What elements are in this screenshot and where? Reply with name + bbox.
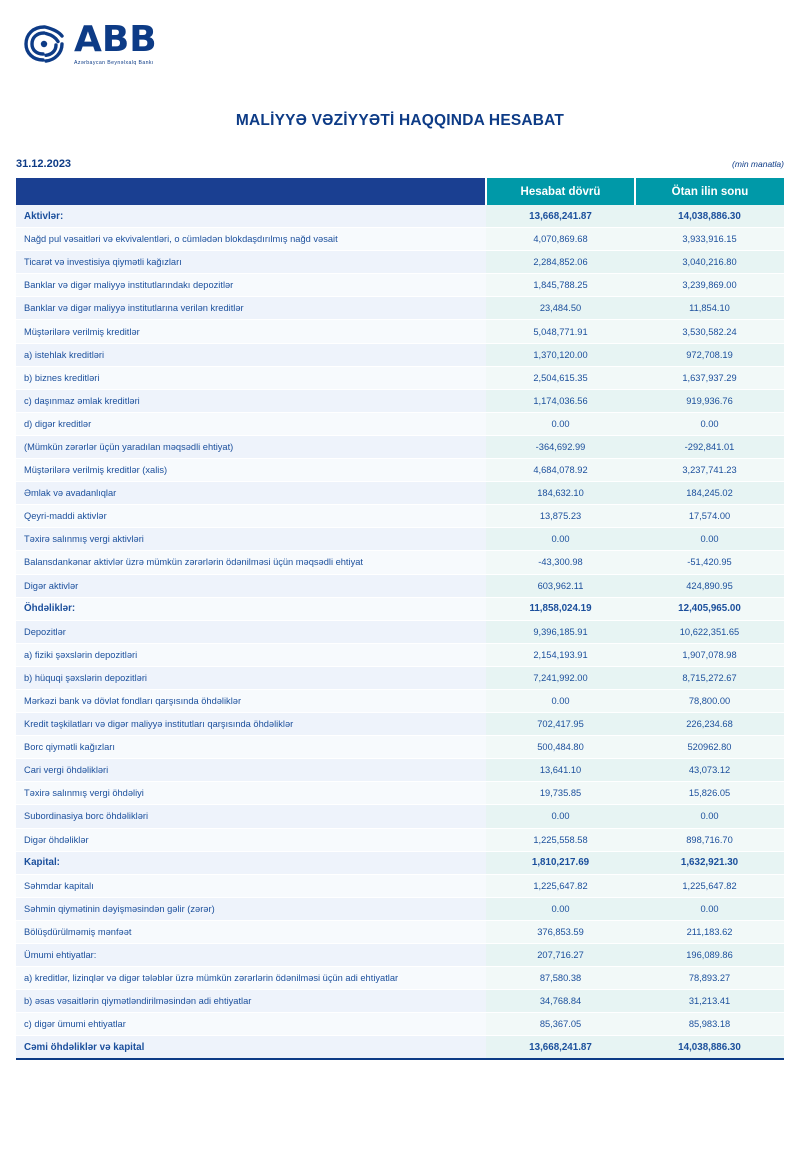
table-row <box>16 574 784 597</box>
row-value-current-period: 0.00 <box>486 897 635 920</box>
table-header-row <box>16 178 784 205</box>
row-value-previous-year-end: 11,854.10 <box>635 297 784 320</box>
report-date: 31.12.2023 <box>16 158 72 170</box>
row-label: c) daşınmaz əmlak kreditləri <box>16 389 486 412</box>
table-row <box>16 851 784 874</box>
row-label: Müştərilərə verilmiş kreditlər <box>16 320 486 343</box>
row-value-previous-year-end: 196,089.86 <box>635 944 784 967</box>
table-row <box>16 435 784 458</box>
table-row <box>16 920 784 943</box>
row-value-current-period: 4,684,078.92 <box>486 459 635 482</box>
row-label: b) biznes kreditləri <box>16 366 486 389</box>
row-label: Kapital: <box>16 851 486 874</box>
table-row <box>16 897 784 920</box>
row-value-current-period: 2,154,193.91 <box>486 643 635 666</box>
table-row <box>16 967 784 990</box>
row-value-previous-year-end: 184,245.02 <box>635 482 784 505</box>
row-label: Digər aktivlər <box>16 574 486 597</box>
row-label: Cari vergi öhdəlikləri <box>16 759 486 782</box>
row-value-current-period: 23,484.50 <box>486 297 635 320</box>
table-row <box>16 828 784 851</box>
row-label: b) əsas vəsaitlərin qiymətləndirilməsindən adi ehtiyatlar <box>16 990 486 1013</box>
row-value-current-period: 0.00 <box>486 805 635 828</box>
row-value-previous-year-end: 520962.80 <box>635 736 784 759</box>
row-value-current-period: 87,580.38 <box>486 967 635 990</box>
row-value-previous-year-end: 3,040,216.80 <box>635 251 784 274</box>
table-row <box>16 297 784 320</box>
row-label: Banklar və digər maliyyə institutlarına verilən kreditlər <box>16 297 486 320</box>
row-value-current-period: 1,174,036.56 <box>486 389 635 412</box>
table-row <box>16 990 784 1013</box>
row-label: Depozitlər <box>16 620 486 643</box>
table-row <box>16 482 784 505</box>
row-value-previous-year-end: 3,933,916.15 <box>635 228 784 251</box>
row-value-previous-year-end: 31,213.41 <box>635 990 784 1013</box>
row-value-previous-year-end: 10,622,351.65 <box>635 620 784 643</box>
table-row <box>16 805 784 828</box>
row-label: Mərkəzi bank və dövlət fondları qarşısında öhdəliklər <box>16 689 486 712</box>
row-value-current-period: 207,716.27 <box>486 944 635 967</box>
row-value-current-period: 603,962.11 <box>486 574 635 597</box>
row-value-previous-year-end: 12,405,965.00 <box>635 597 784 620</box>
row-label: Banklar və digər maliyyə institutlarındakı depozitlər <box>16 274 486 297</box>
row-value-current-period: 5,048,771.91 <box>486 320 635 343</box>
row-label: Əmlak və avadanlıqlar <box>16 482 486 505</box>
row-value-current-period: -43,300.98 <box>486 551 635 574</box>
table-row <box>16 228 784 251</box>
row-value-current-period: 13,668,241.87 <box>486 205 635 228</box>
row-label: Aktivlər: <box>16 205 486 228</box>
row-value-previous-year-end: 15,826.05 <box>635 782 784 805</box>
row-label: Bölüşdürülməmiş mənfəət <box>16 920 486 943</box>
row-label: Ticarət və investisiya qiymətli kağızları <box>16 251 486 274</box>
row-value-current-period: 1,225,647.82 <box>486 874 635 897</box>
row-value-previous-year-end: 0.00 <box>635 805 784 828</box>
row-value-previous-year-end: 78,800.00 <box>635 689 784 712</box>
table-row <box>16 389 784 412</box>
table-row <box>16 251 784 274</box>
row-label: Subordinasiya borc öhdəlikləri <box>16 805 486 828</box>
table-row <box>16 205 784 228</box>
row-label: Balansdankənar aktivlər üzrə mümkün zərərlərin ödənilməsi üçün məqsədli ehtiyat <box>16 551 486 574</box>
row-value-current-period: 19,735.85 <box>486 782 635 805</box>
report-unit-note: (min manatla) <box>732 159 784 169</box>
row-value-current-period: 0.00 <box>486 689 635 712</box>
row-value-previous-year-end: 0.00 <box>635 528 784 551</box>
row-value-current-period: 184,632.10 <box>486 482 635 505</box>
report-meta <box>16 158 784 170</box>
financial-table-wrapper <box>16 178 784 1060</box>
table-row <box>16 412 784 435</box>
row-label: a) fiziki şəxslərin depozitləri <box>16 643 486 666</box>
row-value-previous-year-end: 1,637,937.29 <box>635 366 784 389</box>
table-row <box>16 366 784 389</box>
brand-name: ABB <box>74 18 157 60</box>
row-value-current-period: 1,845,788.25 <box>486 274 635 297</box>
row-label: Qeyri-maddi aktivlər <box>16 505 486 528</box>
row-value-previous-year-end: 3,239,869.00 <box>635 274 784 297</box>
table-row <box>16 505 784 528</box>
table-row <box>16 343 784 366</box>
row-value-previous-year-end: 8,715,272.67 <box>635 666 784 689</box>
table-row <box>16 666 784 689</box>
row-value-current-period: 13,875.23 <box>486 505 635 528</box>
table-row <box>16 736 784 759</box>
row-value-current-period: 500,484.80 <box>486 736 635 759</box>
column-header-previous-year-end: Ötan ilin sonu <box>635 178 784 205</box>
row-value-previous-year-end: 17,574.00 <box>635 505 784 528</box>
table-row <box>16 874 784 897</box>
row-label: Təxirə salınmış vergi öhdəliyi <box>16 782 486 805</box>
row-label: Ümumi ehtiyatlar: <box>16 944 486 967</box>
table-row <box>16 713 784 736</box>
row-value-previous-year-end: 919,936.76 <box>635 389 784 412</box>
row-value-previous-year-end: 0.00 <box>635 897 784 920</box>
row-value-current-period: 9,396,185.91 <box>486 620 635 643</box>
row-value-previous-year-end: 1,225,647.82 <box>635 874 784 897</box>
row-value-previous-year-end: 3,530,582.24 <box>635 320 784 343</box>
row-label: Öhdəliklər: <box>16 597 486 620</box>
row-label: Nağd pul vəsaitləri və ekvivalentləri, o cümlədən blokdaşdırılmış nağd vəsait <box>16 228 486 251</box>
table-row <box>16 1036 784 1060</box>
financial-position-table <box>16 178 784 1060</box>
row-label: c) digər ümumi ehtiyatlar <box>16 1013 486 1036</box>
row-label: (Mümkün zərərlər üçün yaradılan məqsədli ehtiyat) <box>16 435 486 458</box>
row-value-previous-year-end: 972,708.19 <box>635 343 784 366</box>
row-value-current-period: 11,858,024.19 <box>486 597 635 620</box>
table-row <box>16 620 784 643</box>
row-value-previous-year-end: 211,183.62 <box>635 920 784 943</box>
row-value-current-period: 1,370,120.00 <box>486 343 635 366</box>
brand-logo <box>20 16 157 72</box>
row-label: a) istehlak kreditləri <box>16 343 486 366</box>
row-value-previous-year-end: 424,890.95 <box>635 574 784 597</box>
table-row <box>16 759 784 782</box>
table-row <box>16 320 784 343</box>
row-value-current-period: 85,367.05 <box>486 1013 635 1036</box>
table-row <box>16 551 784 574</box>
table-body <box>16 205 784 1059</box>
table-row <box>16 643 784 666</box>
row-value-current-period: 376,853.59 <box>486 920 635 943</box>
table-row <box>16 782 784 805</box>
abb-swirl-logo-icon <box>20 20 68 68</box>
row-value-current-period: 7,241,992.00 <box>486 666 635 689</box>
row-value-previous-year-end: 78,893.27 <box>635 967 784 990</box>
page-title: MALİYYƏ VƏZİYYƏTİ HAQQINDA HESABAT <box>235 112 565 129</box>
table-row <box>16 459 784 482</box>
row-value-current-period: 702,417.95 <box>486 713 635 736</box>
row-value-previous-year-end: 1,632,921.30 <box>635 851 784 874</box>
row-value-current-period: 0.00 <box>486 528 635 551</box>
row-label: Cəmi öhdəliklər və kapital <box>16 1036 486 1060</box>
table-row <box>16 597 784 620</box>
row-value-current-period: -364,692.99 <box>486 435 635 458</box>
row-value-previous-year-end: 1,907,078.98 <box>635 643 784 666</box>
row-label: a) kreditlər, lizinqlər və digər tələblər üzrə mümkün zərərlərin ödənilməsi üçün adi ehtiyatlar <box>16 967 486 990</box>
row-value-current-period: 34,768.84 <box>486 990 635 1013</box>
row-value-previous-year-end: 14,038,886.30 <box>635 1036 784 1060</box>
row-value-previous-year-end: 0.00 <box>635 412 784 435</box>
row-value-current-period: 0.00 <box>486 412 635 435</box>
row-value-current-period: 13,668,241.87 <box>486 1036 635 1060</box>
row-value-previous-year-end: 3,237,741.23 <box>635 459 784 482</box>
table-row <box>16 689 784 712</box>
table-row <box>16 528 784 551</box>
row-value-previous-year-end: 43,073.12 <box>635 759 784 782</box>
column-header-current-period: Hesabat dövrü <box>486 178 635 205</box>
row-value-previous-year-end: -292,841.01 <box>635 435 784 458</box>
row-label: Müştərilərə verilmiş kreditlər (xalis) <box>16 459 486 482</box>
row-value-previous-year-end: 14,038,886.30 <box>635 205 784 228</box>
row-value-current-period: 1,810,217.69 <box>486 851 635 874</box>
row-value-current-period: 2,504,615.35 <box>486 366 635 389</box>
row-value-previous-year-end: 898,716.70 <box>635 828 784 851</box>
row-label: Səhmdar kapitalı <box>16 874 486 897</box>
row-label: Təxirə salınmış vergi aktivləri <box>16 528 486 551</box>
row-label: Digər öhdəliklər <box>16 828 486 851</box>
row-value-current-period: 13,641.10 <box>486 759 635 782</box>
row-value-previous-year-end: -51,420.95 <box>635 551 784 574</box>
row-label: b) hüquqi şəxslərin depozitləri <box>16 666 486 689</box>
row-label: d) digər kreditlər <box>16 412 486 435</box>
row-value-previous-year-end: 226,234.68 <box>635 713 784 736</box>
row-value-previous-year-end: 85,983.18 <box>635 1013 784 1036</box>
row-label: Kredit təşkilatları və digər maliyyə institutları qarşısında öhdəliklər <box>16 713 486 736</box>
table-row <box>16 1013 784 1036</box>
table-row <box>16 274 784 297</box>
row-value-current-period: 1,225,558.58 <box>486 828 635 851</box>
row-label: Borc qiymətli kağızları <box>16 736 486 759</box>
brand-subtitle: Azərbaycan Beynəlxalq Bankı <box>74 59 154 66</box>
row-label: Səhmin qiymətinin dəyişməsindən gəlir (zərər) <box>16 897 486 920</box>
row-value-current-period: 2,284,852.06 <box>486 251 635 274</box>
table-row <box>16 944 784 967</box>
column-header-label <box>16 178 486 205</box>
row-value-current-period: 4,070,869.68 <box>486 228 635 251</box>
